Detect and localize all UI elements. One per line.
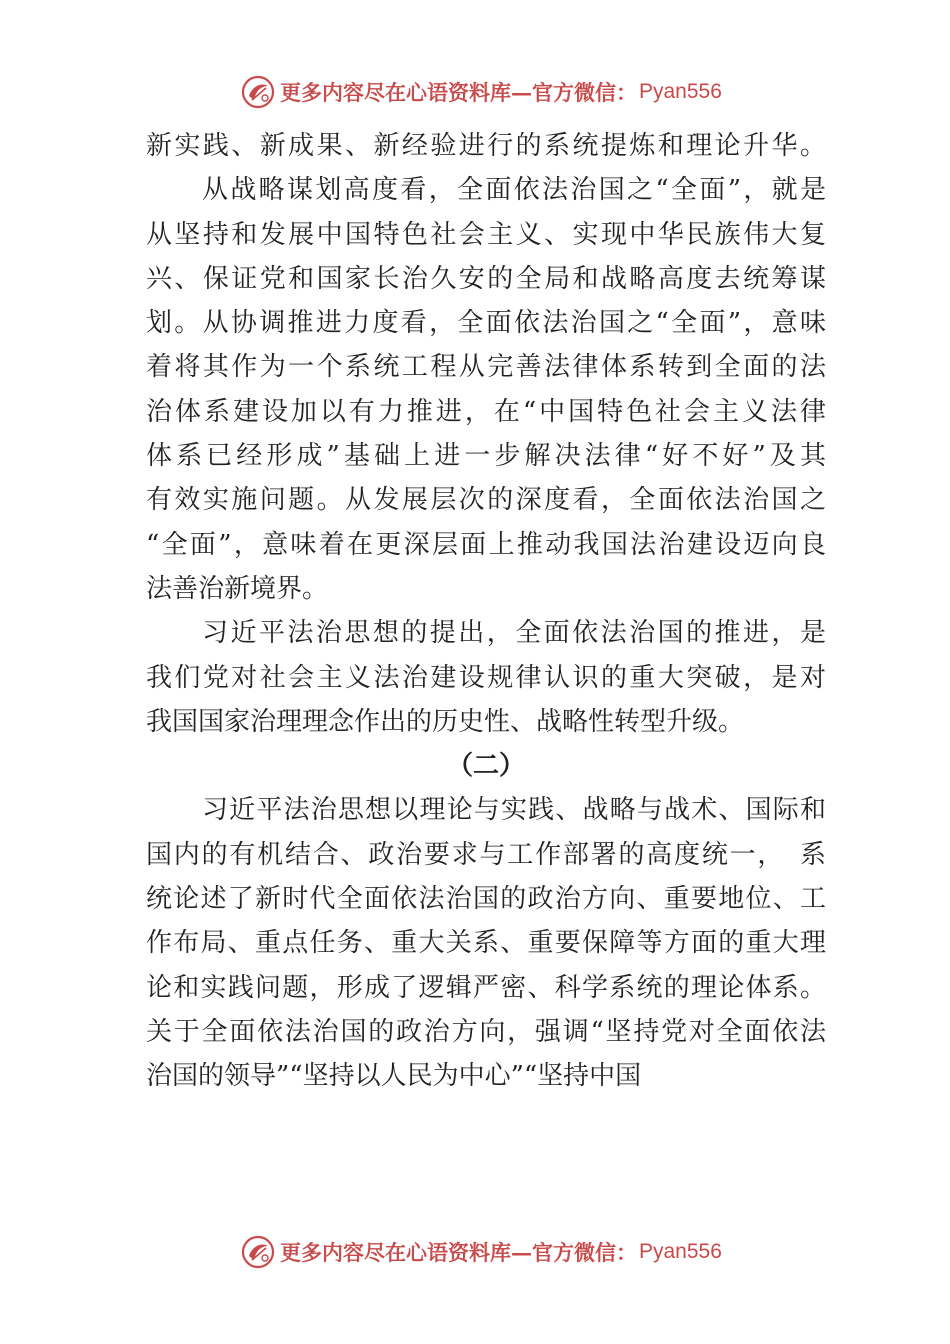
- logo-icon: [240, 1234, 276, 1270]
- text-line: 从坚持和发展中国特色社会主义、实现中华民族伟大复: [146, 219, 826, 250]
- text-line: 作布局、重点任务、重大关系、重要保障等方面的重大理: [146, 928, 826, 959]
- body-text: [146, 124, 826, 1099]
- text-line: 从战略谋划高度看，全面依法治国之“全面”，就是: [202, 175, 826, 206]
- text-line: 我们党对社会主义法治建设规律认识的重大突破，是对: [146, 662, 826, 693]
- header-wechat-id: Pyan556: [639, 80, 722, 103]
- text-line: 关于全面依法治国的政治方向，强调“坚持党对全面依法: [146, 1016, 826, 1047]
- text-line: 习近平法治思想的提出，全面依法治国的推进，是: [202, 618, 826, 649]
- text-line: 法善治新境界。: [146, 573, 329, 604]
- footer-wechat-id: Pyan556: [639, 1240, 722, 1263]
- text-line: 习近平法治思想以理论与实践、战略与战术、国际和: [202, 795, 826, 826]
- text-line: 治体系建设加以有力推进，在“中国特色社会主义法律: [146, 396, 826, 427]
- section-heading: （二）: [446, 751, 525, 782]
- text-line: “全面”，意味着在更深层面上推动我国法治建设迈向良: [146, 529, 826, 560]
- text-line: 新实践、新成果、新经验进行的系统提炼和理论升华。: [146, 131, 826, 161]
- text-line: 论和实践问题，形成了逻辑严密、科学系统的理论体系。: [146, 972, 826, 1003]
- text-line: 统论述了新时代全面依法治国的政治方向、重要地位、工: [146, 884, 826, 915]
- text-line: 着将其作为一个系统工程从完善法律体系转到全面的法: [146, 352, 826, 383]
- text-line: 体系已经形成”基础上进一步解决法律“好不好”及其: [146, 441, 826, 472]
- header-banner-text: 更多内容尽在心语资料库—官方微信：: [280, 80, 637, 105]
- text-line: 国内的有机结合、政治要求与工作部署的高度统一， 系: [146, 839, 826, 870]
- footer-banner: [0, 1232, 950, 1272]
- text-line: 有效实施问题。从发展层次的深度看，全面依法治国之: [146, 485, 826, 516]
- header-banner: [0, 72, 950, 112]
- text-line: 兴、保证党和国家长治久安的全局和战略高度去统筹谋: [146, 263, 826, 294]
- text-line: 我国国家治理理念作出的历史性、战略性转型升级。: [146, 706, 745, 737]
- logo-icon: [240, 74, 276, 110]
- text-line: 划。从协调推进力度看，全面依法治国之“全面”，意味: [146, 308, 826, 339]
- text-line: 治国的领导”“坚持以人民为中心”“坚持中国: [146, 1061, 642, 1092]
- footer-banner-text: 更多内容尽在心语资料库—官方微信：: [280, 1240, 637, 1265]
